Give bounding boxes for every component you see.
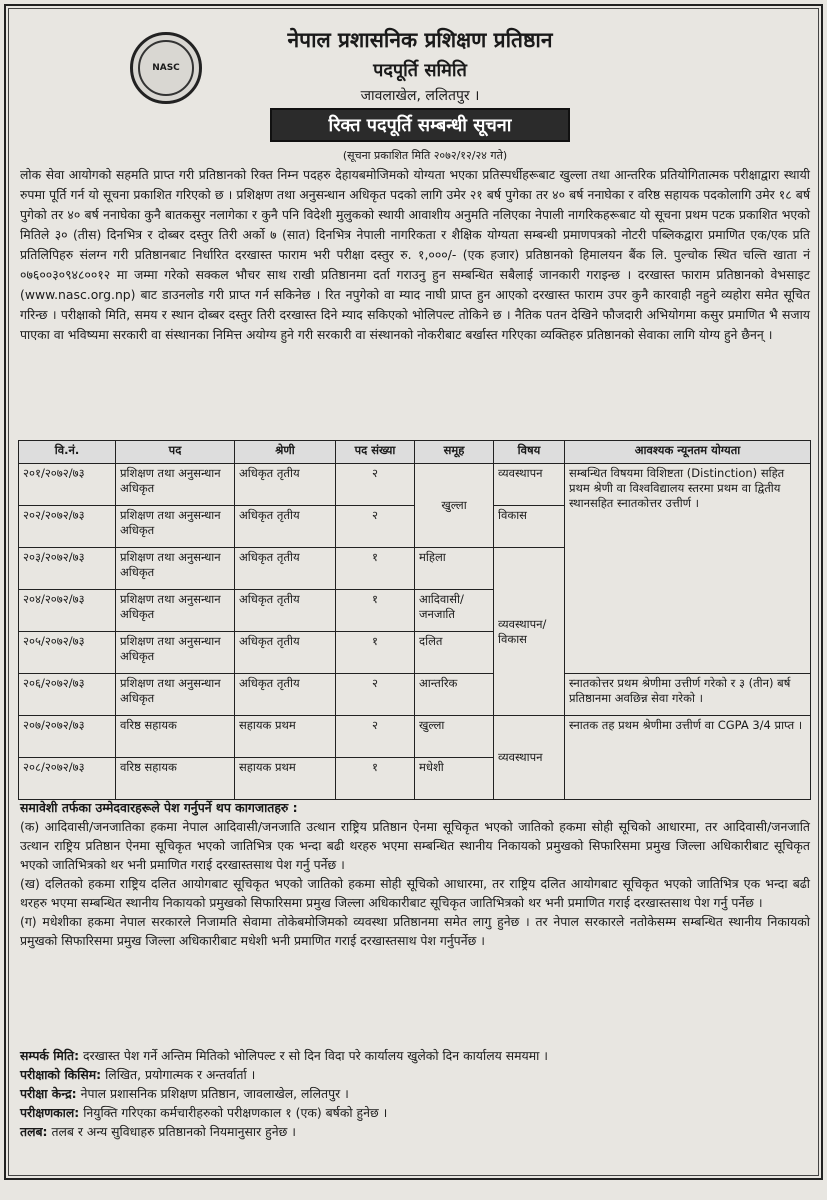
cell-post: प्रशिक्षण तथा अनुसन्धान अधिकृत bbox=[116, 674, 235, 716]
cell-count: १ bbox=[336, 758, 415, 800]
cell-count: १ bbox=[336, 590, 415, 632]
probation-label: परीक्षणकाल: bbox=[20, 1105, 80, 1120]
cell-count: २ bbox=[336, 506, 415, 548]
probation-line bbox=[20, 1103, 810, 1122]
organization-name: नेपाल प्रशासनिक प्रशिक्षण प्रतिष्ठान bbox=[287, 28, 553, 52]
exam-type-text: लिखित, प्रयोगात्मक र अन्तर्वार्ता । bbox=[105, 1067, 256, 1082]
cell-serial: २०४/२०७२/७३ bbox=[19, 590, 116, 632]
table-header-row bbox=[19, 441, 811, 464]
cell-post: वरिष्ठ सहायक bbox=[116, 716, 235, 758]
intro-paragraph: लोक सेवा आयोगको सहमति प्राप्त गरी प्रतिष्ठानको रिक्त निम्न पदहरु देहायबमोजिमको योग्यता भएका प्रतिस्पर्धीहरूबाट खुल्ला तथा आन्तरिक प्रतियोगितात्मक परीक्षाद्वारा स्थायी रुपमा पूर्ति गर्न यो सूचना प्रकाशित गरिएको छ । प्रशिक्षण तथा अनुसन्धान अधिकृत पदको लागि उमेर २१ बर्ष पुगेका तर ४० बर्ष ननाघेका र वरिष्ठ सहायक पदकोलागि उमेर १८ बर्ष पुगेको तर ४० बर्ष ननाघेका कुनै बातकसुर नलागेका र कुनै पनि विदेशी मुलुकको स्थायी आवाशीय अनुमति नलिएका नेपाली नागरिकहरूबाट यो सूचना प्रथम पटक प्रकाशित भएको मितिले ३० (तीस) दिनभित्र र दोब्बर दस्तुर तिरी अर्को ७ (सात) दिनभित्र नेपाली नागरिकता र शैक्षिक योग्यता सम्बन्धी प्रमाणपत्रको नोटरी पब्लिकद्वारा प्रमाणित एक/एक प्रति प्रतिलिपिहरु संलग्न गरी प्रतिष्ठानबाट निर्धारित दरखास्त फाराम भरी परीक्षा दस्तुर रु. १,०००/- (एक हजार) प्रतिष्ठानको हिमालयन बैंक लि. पुल्चोक स्थित चल्ति खाता नं ०७६००३०९४८००१२ मा जम्मा गरेको सक्कल भौचर साथ राखी प्रतिष्ठानमा दर्ता गराउनु हुन सम्बन्धित सबैलाई जानकारी गराइन्छ । दरखास्त फाराम प्रतिष्ठानको वेभसाइट (www.nasc.org.np) बाट डाउनलोड गरी प्राप्त गर्न सकिनेछ । रित नपुगेको वा म्याद नाघी प्राप्त हुन आएको दरखास्त फाराम उपर कुनै कारवाही नहुने व्यहोरा समेत सूचित गरिन्छ । परीक्षाको मिति, समय र स्थान दोब्बर दस्तुर तिरी दरखास्त दिने म्याद सकिएको भोलिपल्ट तोकिने छ । नैतिक पतन देखिने फौजदारी अभियोगमा कसुर प्रमाणित भै सजाय पाएका वा भविष्यमा सरकारी वा संस्थानका निमित्त अयोग्य हुने गरी सरकारी वा संस्थानको नोकरीबाट बर्खास्त गरिएका व्यक्तिहरु प्रतिष्ठानको सेवाका लागि योग्य हुने छैनन् । bbox=[20, 167, 810, 342]
footer-details bbox=[20, 1046, 810, 1141]
cell-serial: २०२/२०७२/७३ bbox=[19, 506, 116, 548]
cell-count: २ bbox=[336, 464, 415, 506]
cell-count: १ bbox=[336, 548, 415, 590]
exam-type-line bbox=[20, 1065, 810, 1084]
cell-group: खुल्ला bbox=[415, 716, 494, 758]
exam-center-line bbox=[20, 1084, 810, 1103]
col-header-qualification: आवश्यक न्यूनतम योग्यता bbox=[565, 441, 811, 464]
cell-serial: २०५/२०७२/७३ bbox=[19, 632, 116, 674]
cell-qualification: स्नातकोत्तर प्रथम श्रेणीमा उत्तीर्ण गरेको र ३ (तीन) बर्ष प्रतिष्ठानमा अवछिन्न सेवा गरेको । bbox=[565, 674, 811, 716]
cell-group: मधेशी bbox=[415, 758, 494, 800]
committee-name: पदपूर्ति समिति bbox=[373, 60, 467, 81]
inclusive-item-kha: (ख) दलितको हकमा राष्ट्रिय दलित आयोगबाट सूचिकृत भएको जातिको हकमा सोही सूचिको आधारमा, तर राष्ट्रिय दलित आयोगबाट सूचिकृत भएको जातिभित्र एक भन्दा बढी थरहरु भएमा सम्बन्धित स्थानीय निकायको प्रमुखको सिफारिसमा प्रमुख जिल्ला अधिकारीबाट सूचिकृत जातिभित्रको थर भनी प्रमाणित गराई दरखास्तसाथ पेश गर्नु पर्नेछ । bbox=[20, 876, 810, 910]
cell-class: अधिकृत तृतीय bbox=[235, 674, 336, 716]
cell-group: दलित bbox=[415, 632, 494, 674]
cell-qualification: स्नातक तह प्रथम श्रेणीमा उत्तीर्ण वा CGPA 3/4 प्राप्त । bbox=[565, 716, 811, 800]
cell-subject: व्यवस्थापन bbox=[494, 464, 565, 506]
cell-serial: २०८/२०७२/७३ bbox=[19, 758, 116, 800]
publication-date: (सूचना प्रकाशित मिति २०७२/१२/२४ गते) bbox=[342, 149, 508, 162]
table-row bbox=[19, 716, 811, 758]
cell-class: सहायक प्रथम bbox=[235, 716, 336, 758]
cell-group: महिला bbox=[415, 548, 494, 590]
cell-post: प्रशिक्षण तथा अनुसन्धान अधिकृत bbox=[116, 464, 235, 506]
table-row bbox=[19, 464, 811, 506]
cell-post: वरिष्ठ सहायक bbox=[116, 758, 235, 800]
cell-post: प्रशिक्षण तथा अनुसन्धान अधिकृत bbox=[116, 548, 235, 590]
cell-qualification: सम्बन्धित विषयमा विशिष्टता (Distinction) सहित प्रथम श्रेणी वा विश्वविद्यालय स्तरमा प्रथम वा द्वितीय स्थानसहित स्नातकोत्तर उत्तीर्ण । bbox=[565, 464, 811, 674]
salary-text: तलब र अन्य सुविधाहरु प्रतिष्ठानको नियमानुसार हुनेछ । bbox=[51, 1124, 296, 1139]
cell-count: २ bbox=[336, 674, 415, 716]
cell-count: १ bbox=[336, 632, 415, 674]
cell-subject: व्यवस्थापन/विकास bbox=[494, 548, 565, 716]
col-header-group: समूह bbox=[415, 441, 494, 464]
cell-serial: २०७/२०७२/७३ bbox=[19, 716, 116, 758]
col-header-class: श्रेणी bbox=[235, 441, 336, 464]
cell-post: प्रशिक्षण तथा अनुसन्धान अधिकृत bbox=[116, 506, 235, 548]
cell-class: अधिकृत तृतीय bbox=[235, 548, 336, 590]
contact-date-text: दरखास्त पेश गर्ने अन्तिम मितिको भोलिपल्ट र सो दिन विदा परे कार्यालय खुलेको दिन कार्यालय समयमा । bbox=[83, 1048, 548, 1063]
salary-label: तलब: bbox=[20, 1124, 48, 1139]
cell-subject: व्यवस्थापन bbox=[494, 716, 565, 800]
probation-text: नियुक्ति गरिएका कर्मचारीहरुको परीक्षणकाल १ (एक) बर्षको हुनेछ । bbox=[83, 1105, 388, 1120]
organization-logo bbox=[130, 32, 202, 104]
cell-class: अधिकृत तृतीय bbox=[235, 506, 336, 548]
cell-serial: २०३/२०७२/७३ bbox=[19, 548, 116, 590]
contact-date-line bbox=[20, 1046, 810, 1065]
inclusive-title: समावेशी तर्फका उम्मेदवारहरूले पेश गर्नुपर्ने थप कागजातहरु : bbox=[20, 800, 298, 815]
vacancy-table bbox=[18, 440, 811, 800]
cell-class: अधिकृत तृतीय bbox=[235, 632, 336, 674]
cell-count: २ bbox=[336, 716, 415, 758]
cell-subject: विकास bbox=[494, 506, 565, 548]
col-header-subject: विषय bbox=[494, 441, 565, 464]
col-header-count: पद संख्या bbox=[336, 441, 415, 464]
cell-group: आदिवासी/जनजाति bbox=[415, 590, 494, 632]
salary-line bbox=[20, 1122, 810, 1141]
cell-group: आन्तरिक bbox=[415, 674, 494, 716]
cell-class: सहायक प्रथम bbox=[235, 758, 336, 800]
contact-date-label: सम्पर्क मिति: bbox=[20, 1048, 80, 1063]
logo-text: NASC bbox=[152, 63, 180, 73]
exam-center-label: परीक्षा केन्द्र: bbox=[20, 1086, 77, 1101]
cell-group: खुल्ला bbox=[415, 464, 494, 548]
logo-emblem bbox=[138, 40, 194, 96]
cell-serial: २०६/२०७२/७३ bbox=[19, 674, 116, 716]
inclusive-item-ga: (ग) मधेशीका हकमा नेपाल सरकारले निजामति सेवामा तोकेबमोजिमको व्यवस्था प्रतिष्ठानमा समेत लागु हुनेछ । तर नेपाल सरकारले नतोकेसम्म सम्बन्धित स्थानीय निकायको प्रमुखको सिफारिसमा प्रमुख जिल्ला अधिकारीबाट मधेशी भनी प्रमाणित गराई दरखास्तसाथ पेश गर्नुपर्नेछ । bbox=[20, 914, 810, 948]
notice-title-banner: रिक्त पदपूर्ति सम्बन्धी सूचना bbox=[270, 108, 570, 142]
cell-class: अधिकृत तृतीय bbox=[235, 590, 336, 632]
cell-post: प्रशिक्षण तथा अनुसन्धान अधिकृत bbox=[116, 632, 235, 674]
organization-address: जावलाखेल, ललितपुर । bbox=[360, 88, 480, 104]
col-header-serial: वि.नं. bbox=[19, 441, 116, 464]
cell-serial: २०१/२०७२/७३ bbox=[19, 464, 116, 506]
col-header-post: पद bbox=[116, 441, 235, 464]
exam-type-label: परीक्षाको किसिम: bbox=[20, 1067, 102, 1082]
inclusive-section bbox=[20, 798, 810, 950]
cell-class: अधिकृत तृतीय bbox=[235, 464, 336, 506]
exam-center-text: नेपाल प्रशासनिक प्रशिक्षण प्रतिष्ठान, जावलाखेल, ललितपुर । bbox=[80, 1086, 349, 1101]
table-row bbox=[19, 674, 811, 716]
cell-post: प्रशिक्षण तथा अनुसन्धान अधिकृत bbox=[116, 590, 235, 632]
inclusive-item-ka: (क) आदिवासी/जनजातिका हकमा नेपाल आदिवासी/जनजाति उत्थान राष्ट्रिय प्रतिष्ठान ऐनमा सूचिकृत भएको जातिको हकमा सोही सूचिको आधारमा, तर आदिवासी/जनजाति उत्थान राष्ट्रिय प्रतिष्ठान ऐनमा सूचिकृत भएको जातिभित्र एक भन्दा बढी थरहरु भएमा सम्बन्धित स्थानीय निकायको प्रमुखको सिफारिसमा प्रमुख जिल्ला अधिकारीबाट सूचिकृत भएको जातिभित्रको थर भनी प्रमाणित गराई दरखास्तसाथ पेश गर्नु पर्नेछ । bbox=[20, 819, 810, 872]
